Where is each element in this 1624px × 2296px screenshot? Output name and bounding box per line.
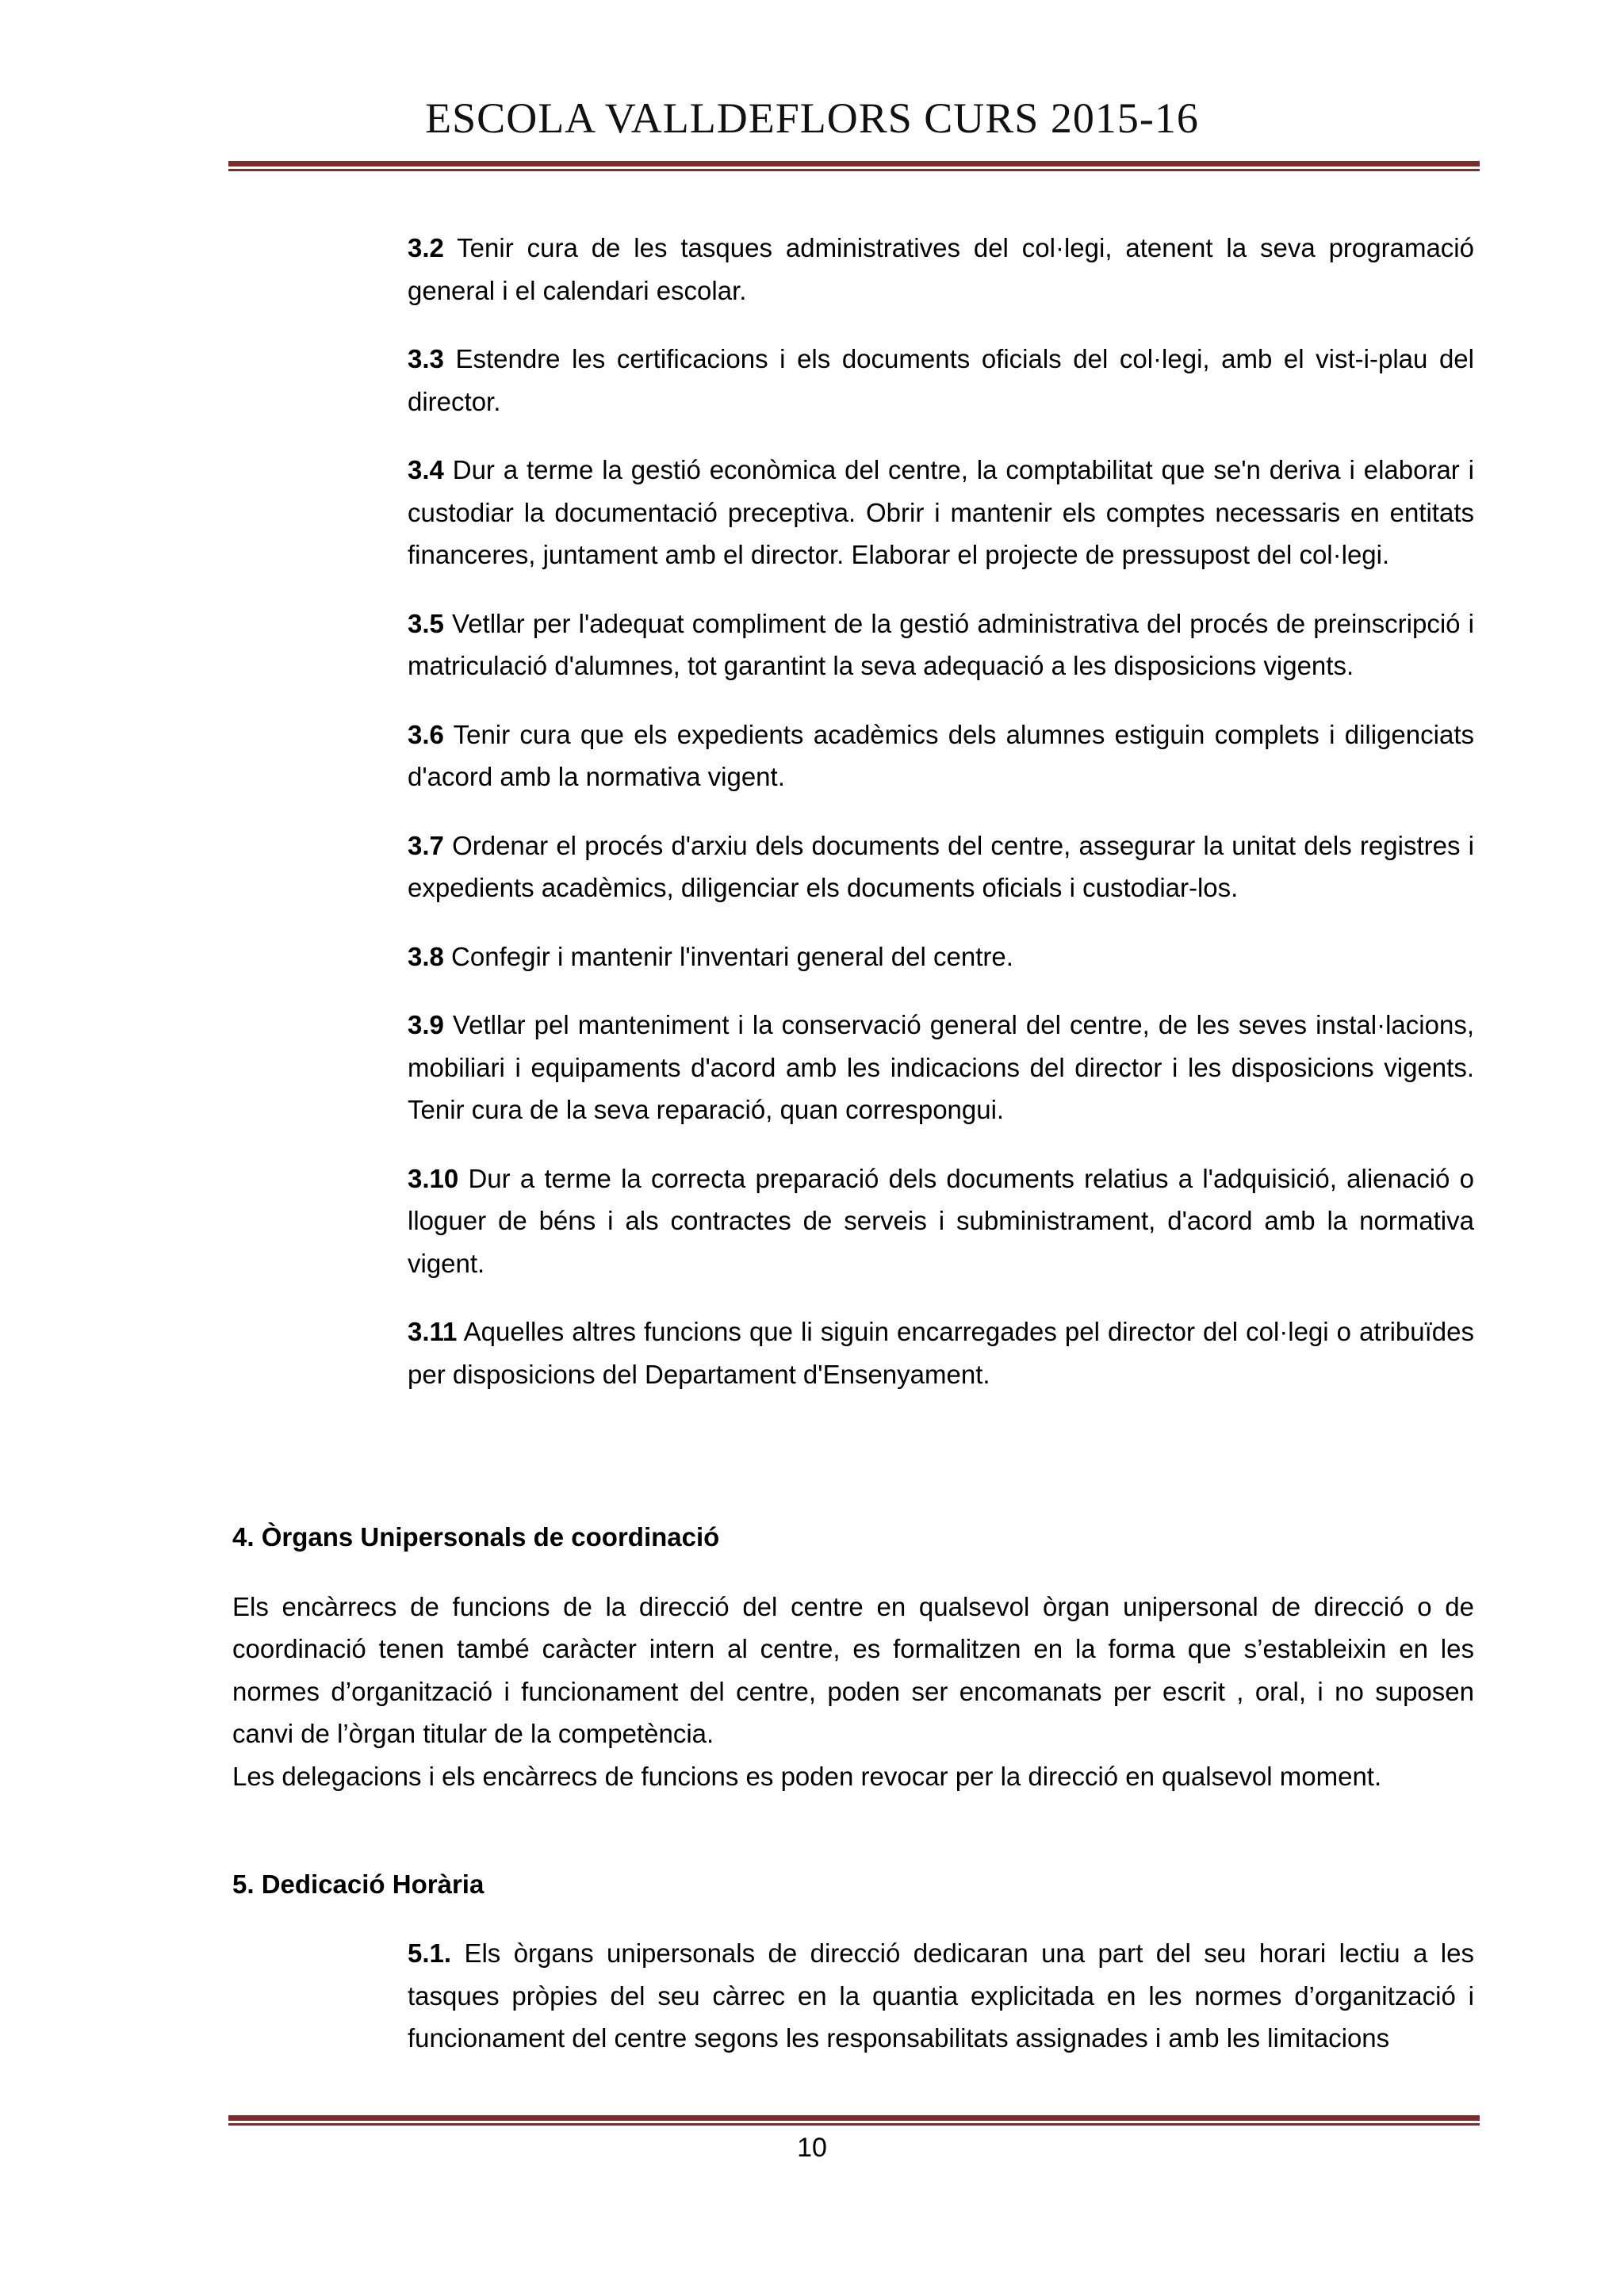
section-5-heading: 5. Dedicació Horària: [232, 1869, 485, 1899]
list-item: [408, 338, 1474, 423]
item-number: 3.4: [408, 455, 444, 484]
function-list: [408, 227, 1474, 1422]
item-number: 5.1.: [408, 1938, 452, 1968]
header-title: ESCOLA VALLDEFLORS CURS 2015-16: [425, 94, 1199, 142]
section-5: [232, 1863, 1474, 1906]
item-number: 3.6: [408, 719, 444, 749]
item-text: Estendre les certificacions i els documents oficials del col·legi, amb el vist-i-plau del director.: [408, 344, 1474, 416]
section-5-item: [408, 1932, 1474, 2060]
footer-rule-thin: [228, 2123, 1480, 2126]
item-text: Els òrgans unipersonals de direcció dedicaran una part del seu horari lectiu a les tasques pròpies del seu càrrec en la quantia explicitada en les normes d’organització i funcionament del centre segons les responsabilitats assignades i amb les limitacions: [408, 1938, 1474, 2053]
item-number: 3.5: [408, 608, 444, 638]
list-item: [408, 1311, 1474, 1395]
section-4-paragraph-2: Les delegacions i els encàrrecs de funcions es poden revocar per la direcció en qualsevol moment.: [232, 1761, 1382, 1791]
header-rule-thin: [228, 169, 1480, 171]
item-number: 3.10: [408, 1163, 459, 1193]
item-text: Tenir cura que els expedients acadèmics dels alumnes estiguin complets i diligenciats d'acord amb la normativa vigent.: [408, 719, 1474, 791]
list-item: [408, 825, 1474, 909]
item-text: Vetllar per l'adequat compliment de la gestió administrativa del procés de preinscripció i matriculació d'alumnes, tot garantint la seva adequació a les disposicions vigents.: [408, 608, 1474, 680]
item-number: 3.8: [408, 941, 444, 971]
list-item: [408, 1004, 1474, 1131]
item-number: 3.9: [408, 1010, 444, 1039]
item-text: Aquelles altres funcions que li siguin encarregades pel director del col·legi o atribuïdes per disposicions del Departament d'Ensenyament.: [408, 1317, 1474, 1389]
list-item: [408, 227, 1474, 312]
item-text: Dur a terme la gestió econòmica del centre, la comptabilitat que se'n deriva i elaborar i custodiar la documentació preceptiva. Obrir i mantenir els comptes necessaris en entitats financeres, juntament amb el director. Elaborar el projecte de pressupost del col·legi.: [408, 455, 1474, 569]
list-item: [408, 714, 1474, 798]
item-text: Tenir cura de les tasques administratives del col·legi, atenent la seva programació general i el calendari escolar.: [408, 233, 1474, 305]
section-4-paragraph: Els encàrrecs de funcions de la direcció del centre en qualsevol òrgan unipersonal de direcció o de coordinació tenen també caràcter intern al centre, es formalitzen en la forma que s’estableixin en les normes d’organització i funcionament del centre, poden ser encomanats per escrit , oral, i no suposen canvi de l’òrgan titular de la competència.: [232, 1591, 1474, 1748]
item-text: Confegir i mantenir l'inventari general del centre.: [443, 941, 1013, 971]
item-text: Ordenar el procés d'arxiu dels documents del centre, assegurar la unitat dels registres i expedients acadèmics, diligenciar els documents oficials i custodiar-los.: [408, 830, 1474, 902]
page-number: 10: [797, 2133, 827, 2163]
section-4: [232, 1516, 1474, 1797]
item-text: Dur a terme la correcta preparació dels documents relatius a l'adquisició, alienació o lloguer de béns i als contractes de serveis i subministrament, d'acord amb la normativa vigent.: [408, 1163, 1474, 1278]
item-number: 3.3: [408, 344, 444, 373]
list-item: [408, 603, 1474, 687]
footer-rule-thick: [228, 2115, 1480, 2121]
list-item: [408, 936, 1474, 978]
list-item: [408, 1158, 1474, 1285]
item-text: Vetllar pel manteniment i la conservació general del centre, de les seves instal·lacions, mobiliari i equipaments d'acord amb les indicacions del director i les disposicions vigents. Tenir cura de la seva reparació, quan correspongui.: [408, 1010, 1474, 1124]
header-rule-thick: [228, 161, 1480, 166]
section-4-heading: 4. Òrgans Unipersonals de coordinació: [232, 1522, 720, 1552]
item-number: 3.7: [408, 830, 444, 860]
item-number: 3.2: [408, 233, 444, 262]
item-number: 3.11: [408, 1317, 458, 1346]
list-item: [408, 449, 1474, 576]
